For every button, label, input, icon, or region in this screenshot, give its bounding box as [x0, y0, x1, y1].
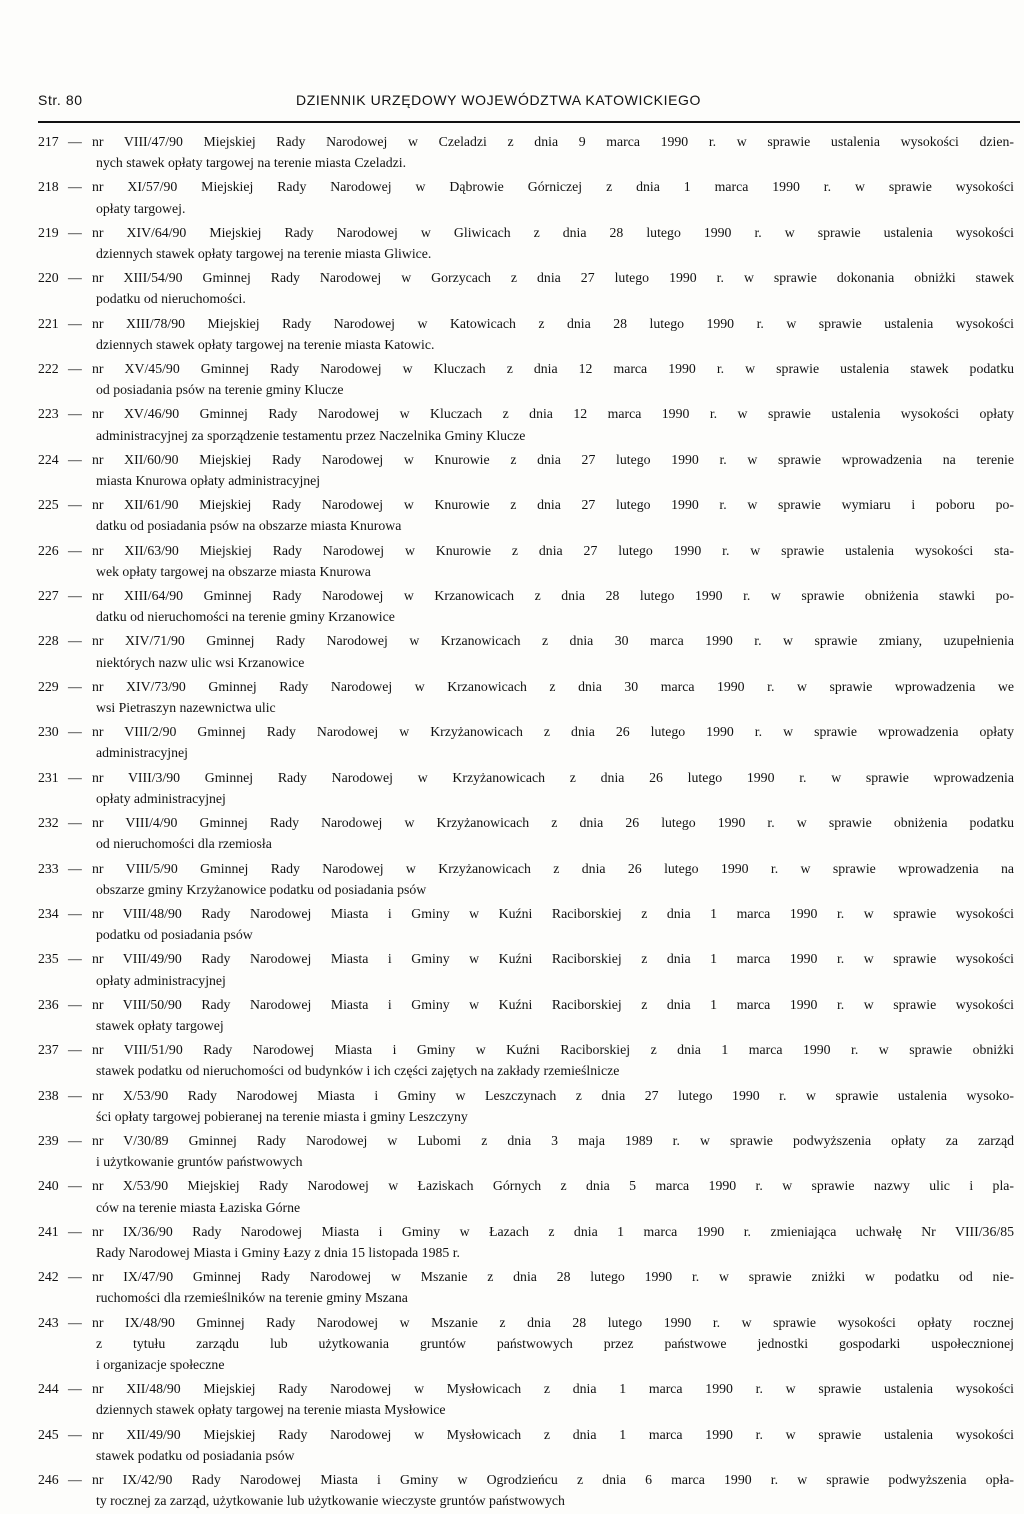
- entry-continuation-line: administracyjnej: [96, 745, 188, 761]
- entry-first-line: [0, 1221, 1014, 1242]
- list-item: [0, 494, 1024, 536]
- entry-text: nr XIII/54/90 Gminnej Rady Narodowej w Gorzycach z dnia 27 lutego 1990 r. w sprawie dokonania obniżki stawek: [92, 270, 1014, 286]
- entry-text: nr VIII/3/90 Gminnej Rady Narodowej w Krzyżanowicach z dnia 26 lutego 1990 r. w sprawie wprowadzenia: [92, 769, 1014, 785]
- entries-list: [0, 131, 1024, 1514]
- dash-separator: —: [68, 224, 82, 240]
- list-item: [0, 1175, 1024, 1217]
- dash-separator: —: [68, 315, 82, 331]
- entry-first-line: [0, 1085, 1014, 1106]
- entry-continuation-line: dziennych stawek opłaty targowej na terenie miasta Katowic.: [96, 336, 435, 352]
- entry-continuation-line: ruchomości dla rzemieślników na terenie gminy Mszana: [96, 1290, 408, 1306]
- entry-first-line: [0, 630, 1014, 651]
- entry-number: 244: [38, 1381, 59, 1397]
- entry-first-line: [0, 721, 1014, 742]
- dash-separator: —: [68, 1178, 82, 1194]
- entry-first-line: [0, 1039, 1014, 1060]
- list-item: [0, 858, 1024, 900]
- entry-text: nr XII/60/90 Miejskiej Rady Narodowej w Knurowie z dnia 27 lutego 1990 r. w sprawie wprowadzenia na terenie: [92, 451, 1014, 467]
- entry-continuation-line: podatku od posiadania psów: [96, 927, 253, 943]
- entry-text: nr XIV/71/90 Gminnej Rady Narodowej w Krzanowicach z dnia 30 marca 1990 r. w sprawie zmiany, uzupełnienia: [92, 633, 1014, 649]
- list-item: [0, 1221, 1024, 1263]
- entry-continuation-line: ści opłaty targowej pobieranej na terenie miasta i gminy Leszczyny: [96, 1108, 468, 1124]
- entry-first-line: [0, 1378, 1014, 1399]
- entry-continuation-line: stawek podatku od nieruchomości od budynków i ich części zajętych na zakłady rzemieślnicze: [96, 1063, 620, 1079]
- entry-continuation-line: i organizacje społeczne: [96, 1356, 225, 1372]
- entry-text: nr VIII/51/90 Rady Narodowej Miasta i Gminy w Kuźni Raciborskiej z dnia 1 marca 1990 r. w sprawie obniżki: [92, 1042, 1014, 1058]
- dash-separator: —: [68, 724, 82, 740]
- entry-continuation-line: stawek podatku od posiadania psów: [96, 1447, 295, 1463]
- entry-first-line: [0, 585, 1014, 606]
- list-item: [0, 676, 1024, 718]
- list-item: [0, 630, 1024, 672]
- dash-separator: —: [68, 769, 82, 785]
- entry-first-line: [0, 222, 1014, 243]
- entry-text: nr VIII/50/90 Rady Narodowej Miasta i Gminy w Kuźni Raciborskiej z dnia 1 marca 1990 r. w sprawie wysokości: [92, 996, 1014, 1012]
- entry-text: nr VIII/48/90 Rady Narodowej Miasta i Gminy w Kuźni Raciborskiej z dnia 1 marca 1990 r. w sprawie wysokości: [92, 905, 1014, 921]
- entry-continuation-line: dziennych stawek opłaty targowej na terenie miasta Mysłowice: [96, 1402, 446, 1418]
- dash-separator: —: [68, 905, 82, 921]
- entry-text: nr XIII/78/90 Miejskiej Rady Narodowej w Katowicach z dnia 28 lutego 1990 r. w sprawie ustalenia wysokości: [92, 315, 1014, 331]
- dash-separator: —: [68, 815, 82, 831]
- entry-number: 228: [38, 633, 59, 649]
- dash-separator: —: [68, 179, 82, 195]
- entry-number: 219: [38, 224, 59, 240]
- entry-number: 221: [38, 315, 59, 331]
- list-item: [0, 767, 1024, 809]
- entry-continuation-line: opłaty administracyjnej: [96, 972, 226, 988]
- entry-first-line: [0, 494, 1014, 515]
- entry-first-line: [0, 1130, 1014, 1151]
- entry-continuation-line: wsi Pietraszyn nazewnictwa ulic: [96, 700, 276, 716]
- entry-continuation-line: administracyjnej za sporządzenie testamentu przez Naczelnika Gminy Klucze: [96, 427, 526, 443]
- entry-first-line: [0, 313, 1014, 334]
- dash-separator: —: [68, 361, 82, 377]
- entry-continuation-line: stawek opłaty targowej: [96, 1017, 224, 1033]
- list-item: [0, 812, 1024, 854]
- dash-separator: —: [68, 542, 82, 558]
- entry-first-line: [0, 267, 1014, 288]
- list-item: [0, 358, 1024, 400]
- list-item: [0, 1085, 1024, 1127]
- entry-number: 231: [38, 769, 59, 785]
- dash-separator: —: [68, 996, 82, 1012]
- entry-first-line: [0, 358, 1014, 379]
- list-item: [0, 267, 1024, 309]
- entry-first-line: [0, 131, 1014, 152]
- entry-first-line: [0, 858, 1014, 879]
- entry-text: nr XIV/64/90 Miejskiej Rady Narodowej w Gliwicach z dnia 28 lutego 1990 r. w sprawie ustalenia wysokości: [92, 224, 1014, 240]
- entry-text: nr XV/46/90 Gminnej Rady Narodowej w Kluczach z dnia 12 marca 1990 r. w sprawie ustalenia wysokości opłaty: [92, 406, 1014, 422]
- entry-continuation-line: dziennych stawek opłaty targowej na terenie miasta Gliwice.: [96, 246, 432, 262]
- entry-number: 233: [38, 860, 59, 876]
- entry-first-line: [0, 994, 1014, 1015]
- page-header: [38, 92, 968, 114]
- entry-number: 234: [38, 905, 59, 921]
- entry-first-line: [0, 948, 1014, 969]
- entry-first-line: [0, 1266, 1014, 1287]
- entry-continuation-line: podatku od nieruchomości.: [96, 291, 246, 307]
- entry-first-line: [0, 676, 1014, 697]
- entry-text: nr IX/47/90 Gminnej Rady Narodowej w Mszanie z dnia 28 lutego 1990 r. w sprawie zniżki w podatku od nie-: [92, 1269, 1014, 1285]
- dash-separator: —: [68, 1426, 82, 1442]
- entry-continuation-line: datku od nieruchomości na terenie gminy Krzanowice: [96, 609, 395, 625]
- list-item: [0, 131, 1024, 173]
- entry-text: nr XII/48/90 Miejskiej Rady Narodowej w Mysłowicach z dnia 1 marca 1990 r. w sprawie ustalenia wysokości: [92, 1381, 1014, 1397]
- entry-text: nr VIII/5/90 Gminnej Rady Narodowej w Krzyżanowicach z dnia 26 lutego 1990 r. w sprawie wprowadzenia na: [92, 860, 1014, 876]
- entry-number: 245: [38, 1426, 59, 1442]
- entry-number: 224: [38, 451, 59, 467]
- entry-first-line: [0, 767, 1014, 788]
- entry-text: nr VIII/49/90 Rady Narodowej Miasta i Gminy w Kuźni Raciborskiej z dnia 1 marca 1990 r. w sprawie wysokości: [92, 951, 1014, 967]
- journal-title: DZIENNIK URZĘDOWY WOJEWÓDZTWA KATOWICKIEGO: [296, 92, 702, 108]
- list-item: [0, 721, 1024, 763]
- entry-text: nr IX/48/90 Gminnej Rady Narodowej w Mszanie z dnia 28 lutego 1990 r. w sprawie wysokości opłaty rocznej: [92, 1314, 1014, 1330]
- entry-text: nr X/53/90 Miejskiej Rady Narodowej w Łaziskach Górnych z dnia 5 marca 1990 r. w sprawie nazwy ulic i pla-: [92, 1178, 1014, 1194]
- dash-separator: —: [68, 451, 82, 467]
- entry-text: nr V/30/89 Gminnej Rady Narodowej w Lubomi z dnia 3 maja 1989 r. w sprawie podwyższenia opłaty za zarząd: [92, 1132, 1014, 1148]
- dash-separator: —: [68, 497, 82, 513]
- entry-first-line: [0, 449, 1014, 470]
- list-item: [0, 1424, 1024, 1466]
- entry-text: nr VIII/4/90 Gminnej Rady Narodowej w Krzyżanowicach z dnia 26 lutego 1990 r. w sprawie obniżenia podatku: [92, 815, 1014, 831]
- list-item: [0, 449, 1024, 491]
- entry-continuation-line: ców na terenie miasta Łaziska Górne: [96, 1199, 301, 1215]
- page-number: Str. 80: [38, 92, 83, 108]
- entry-text: nr X/53/90 Rady Narodowej Miasta i Gminy w Leszczynach z dnia 27 lutego 1990 r. w sprawie ustalenia wysoko-: [92, 1087, 1014, 1103]
- dash-separator: —: [68, 633, 82, 649]
- dash-separator: —: [68, 1223, 82, 1239]
- entry-continuation-line: od nieruchomości dla rzemiosła: [96, 836, 272, 852]
- entry-number: 243: [38, 1314, 59, 1330]
- entry-first-line: [0, 1469, 1014, 1490]
- entry-number: 222: [38, 361, 59, 377]
- entry-first-line: [0, 1175, 1014, 1196]
- entry-text: nr XII/63/90 Miejskiej Rady Narodowej w Knurowie z dnia 27 lutego 1990 r. w sprawie ustalenia wysokości sta-: [92, 542, 1014, 558]
- dash-separator: —: [68, 1132, 82, 1148]
- dash-separator: —: [68, 588, 82, 604]
- dash-separator: —: [68, 134, 82, 149]
- entry-number: 242: [38, 1269, 59, 1285]
- entry-number: 217: [38, 134, 59, 149]
- entry-number: 236: [38, 996, 59, 1012]
- entry-number: 229: [38, 678, 59, 694]
- dash-separator: —: [68, 1314, 82, 1330]
- entry-continuation-line: Rady Narodowej Miasta i Gminy Łazy z dnia 15 listopada 1985 r.: [96, 1244, 461, 1260]
- list-item: [0, 540, 1024, 582]
- list-item: [0, 222, 1024, 264]
- entry-number: 238: [38, 1087, 59, 1103]
- dash-separator: —: [68, 951, 82, 967]
- entry-continuation-line: obszarze gminy Krzyżanowice podatku od posiadania psów: [96, 881, 427, 897]
- list-item: [0, 313, 1024, 355]
- entry-continuation-line: wek opłaty targowej na obszarze miasta Knurowa: [96, 563, 371, 579]
- entry-number: 226: [38, 542, 59, 558]
- dash-separator: —: [68, 678, 82, 694]
- entry-first-line: [0, 540, 1014, 561]
- dash-separator: —: [68, 406, 82, 422]
- list-item: [0, 948, 1024, 990]
- entry-text: nr XII/49/90 Miejskiej Rady Narodowej w Mysłowicach z dnia 1 marca 1990 r. w sprawie ustalenia wysokości: [92, 1426, 1014, 1442]
- entry-number: 223: [38, 406, 59, 422]
- entry-continuation-line: opłaty targowej.: [96, 200, 186, 216]
- entry-text: nr XIII/64/90 Gminnej Rady Narodowej w Krzanowicach z dnia 28 lutego 1990 r. w sprawie obniżenia stawki po-: [92, 588, 1014, 604]
- entry-continuation-line: z tytułu zarządu lub użytkowania gruntów państwowych przez państwowe jednostki gospodarki uspołecznionej: [96, 1335, 1014, 1351]
- entry-first-line: [0, 1424, 1014, 1445]
- entry-continuation-line: od posiadania psów na terenie gminy Klucze: [96, 382, 344, 398]
- entry-text: nr VIII/47/90 Miejskiej Rady Narodowej w Czeladzi z dnia 9 marca 1990 r. w sprawie ustalenia wysokości dzien-: [92, 134, 1014, 149]
- entry-number: 235: [38, 951, 59, 967]
- entry-text: nr XI/57/90 Miejskiej Rady Narodowej w Dąbrowie Górniczej z dnia 1 marca 1990 r. w sprawie wysokości: [92, 179, 1014, 195]
- entry-number: 227: [38, 588, 59, 604]
- entry-number: 240: [38, 1178, 59, 1194]
- entry-first-line: [0, 903, 1014, 924]
- list-item: [0, 403, 1024, 445]
- entry-first-line: [0, 812, 1014, 833]
- list-item: [0, 994, 1024, 1036]
- dash-separator: —: [68, 1042, 82, 1058]
- list-item: [0, 1039, 1024, 1081]
- dash-separator: —: [68, 270, 82, 286]
- dash-separator: —: [68, 1381, 82, 1397]
- list-item: [0, 176, 1024, 218]
- entry-continuation-line: niektórych nazw ulic wsi Krzanowice: [96, 654, 305, 670]
- entry-number: 241: [38, 1223, 59, 1239]
- entry-number: 225: [38, 497, 59, 513]
- entry-continuation-line: i użytkowanie gruntów państwowych: [96, 1154, 303, 1170]
- entry-continuation-line: opłaty administracyjnej: [96, 790, 226, 806]
- entry-number: 230: [38, 724, 59, 740]
- entry-text: nr IX/36/90 Rady Narodowej Miasta i Gminy w Łazach z dnia 1 marca 1990 r. zmieniająca uchwałę Nr VIII/36/85: [92, 1223, 1014, 1239]
- entry-continuation-line: nych stawek opłaty targowej na terenie miasta Czeladzi.: [96, 155, 407, 171]
- header-rule: [38, 121, 1020, 123]
- list-item: [0, 1130, 1024, 1172]
- entry-text: nr VIII/2/90 Gminnej Rady Narodowej w Krzyżanowicach z dnia 26 lutego 1990 r. w sprawie wprowadzenia opłaty: [92, 724, 1014, 740]
- entry-continuation-line: ty rocznej za zarząd, użytkowanie lub użytkowanie wieczyste gruntów państwowych: [96, 1493, 565, 1509]
- entry-continuation-line: miasta Knurowa opłaty administracyjnej: [96, 473, 321, 489]
- entry-text: nr XV/45/90 Gminnej Rady Narodowej w Kluczach z dnia 12 marca 1990 r. w sprawie ustalenia stawek podatku: [92, 361, 1014, 377]
- entry-number: 239: [38, 1132, 59, 1148]
- list-item: [0, 1469, 1024, 1511]
- list-item: [0, 903, 1024, 945]
- dash-separator: —: [68, 1087, 82, 1103]
- entry-number: 218: [38, 179, 59, 195]
- dash-separator: —: [68, 1471, 82, 1487]
- entry-continuation-line: datku od posiadania psów na obszarze miasta Knurowa: [96, 518, 402, 534]
- entry-text: nr IX/42/90 Rady Narodowej Miasta i Gminy w Ogrodzieńcu z dnia 6 marca 1990 r. w sprawie podwyższenia opła-: [92, 1471, 1014, 1487]
- entry-number: 237: [38, 1042, 59, 1058]
- dash-separator: —: [68, 1269, 82, 1285]
- dash-separator: —: [68, 860, 82, 876]
- entry-first-line: [0, 176, 1014, 197]
- entry-number: 232: [38, 815, 59, 831]
- list-item: [0, 585, 1024, 627]
- list-item: [0, 1378, 1024, 1420]
- list-item: [0, 1266, 1024, 1308]
- entry-number: 220: [38, 270, 59, 286]
- entry-number: 246: [38, 1471, 59, 1487]
- list-item: [0, 1312, 1024, 1376]
- entry-first-line: [0, 1312, 1014, 1333]
- entry-text: nr XII/61/90 Miejskiej Rady Narodowej w Knurowie z dnia 27 lutego 1990 r. w sprawie wymiaru i poboru po-: [92, 497, 1014, 513]
- entry-first-line: [0, 403, 1014, 424]
- entry-text: nr XIV/73/90 Gminnej Rady Narodowej w Krzanowicach z dnia 30 marca 1990 r. w sprawie wprowadzenia we: [92, 678, 1014, 694]
